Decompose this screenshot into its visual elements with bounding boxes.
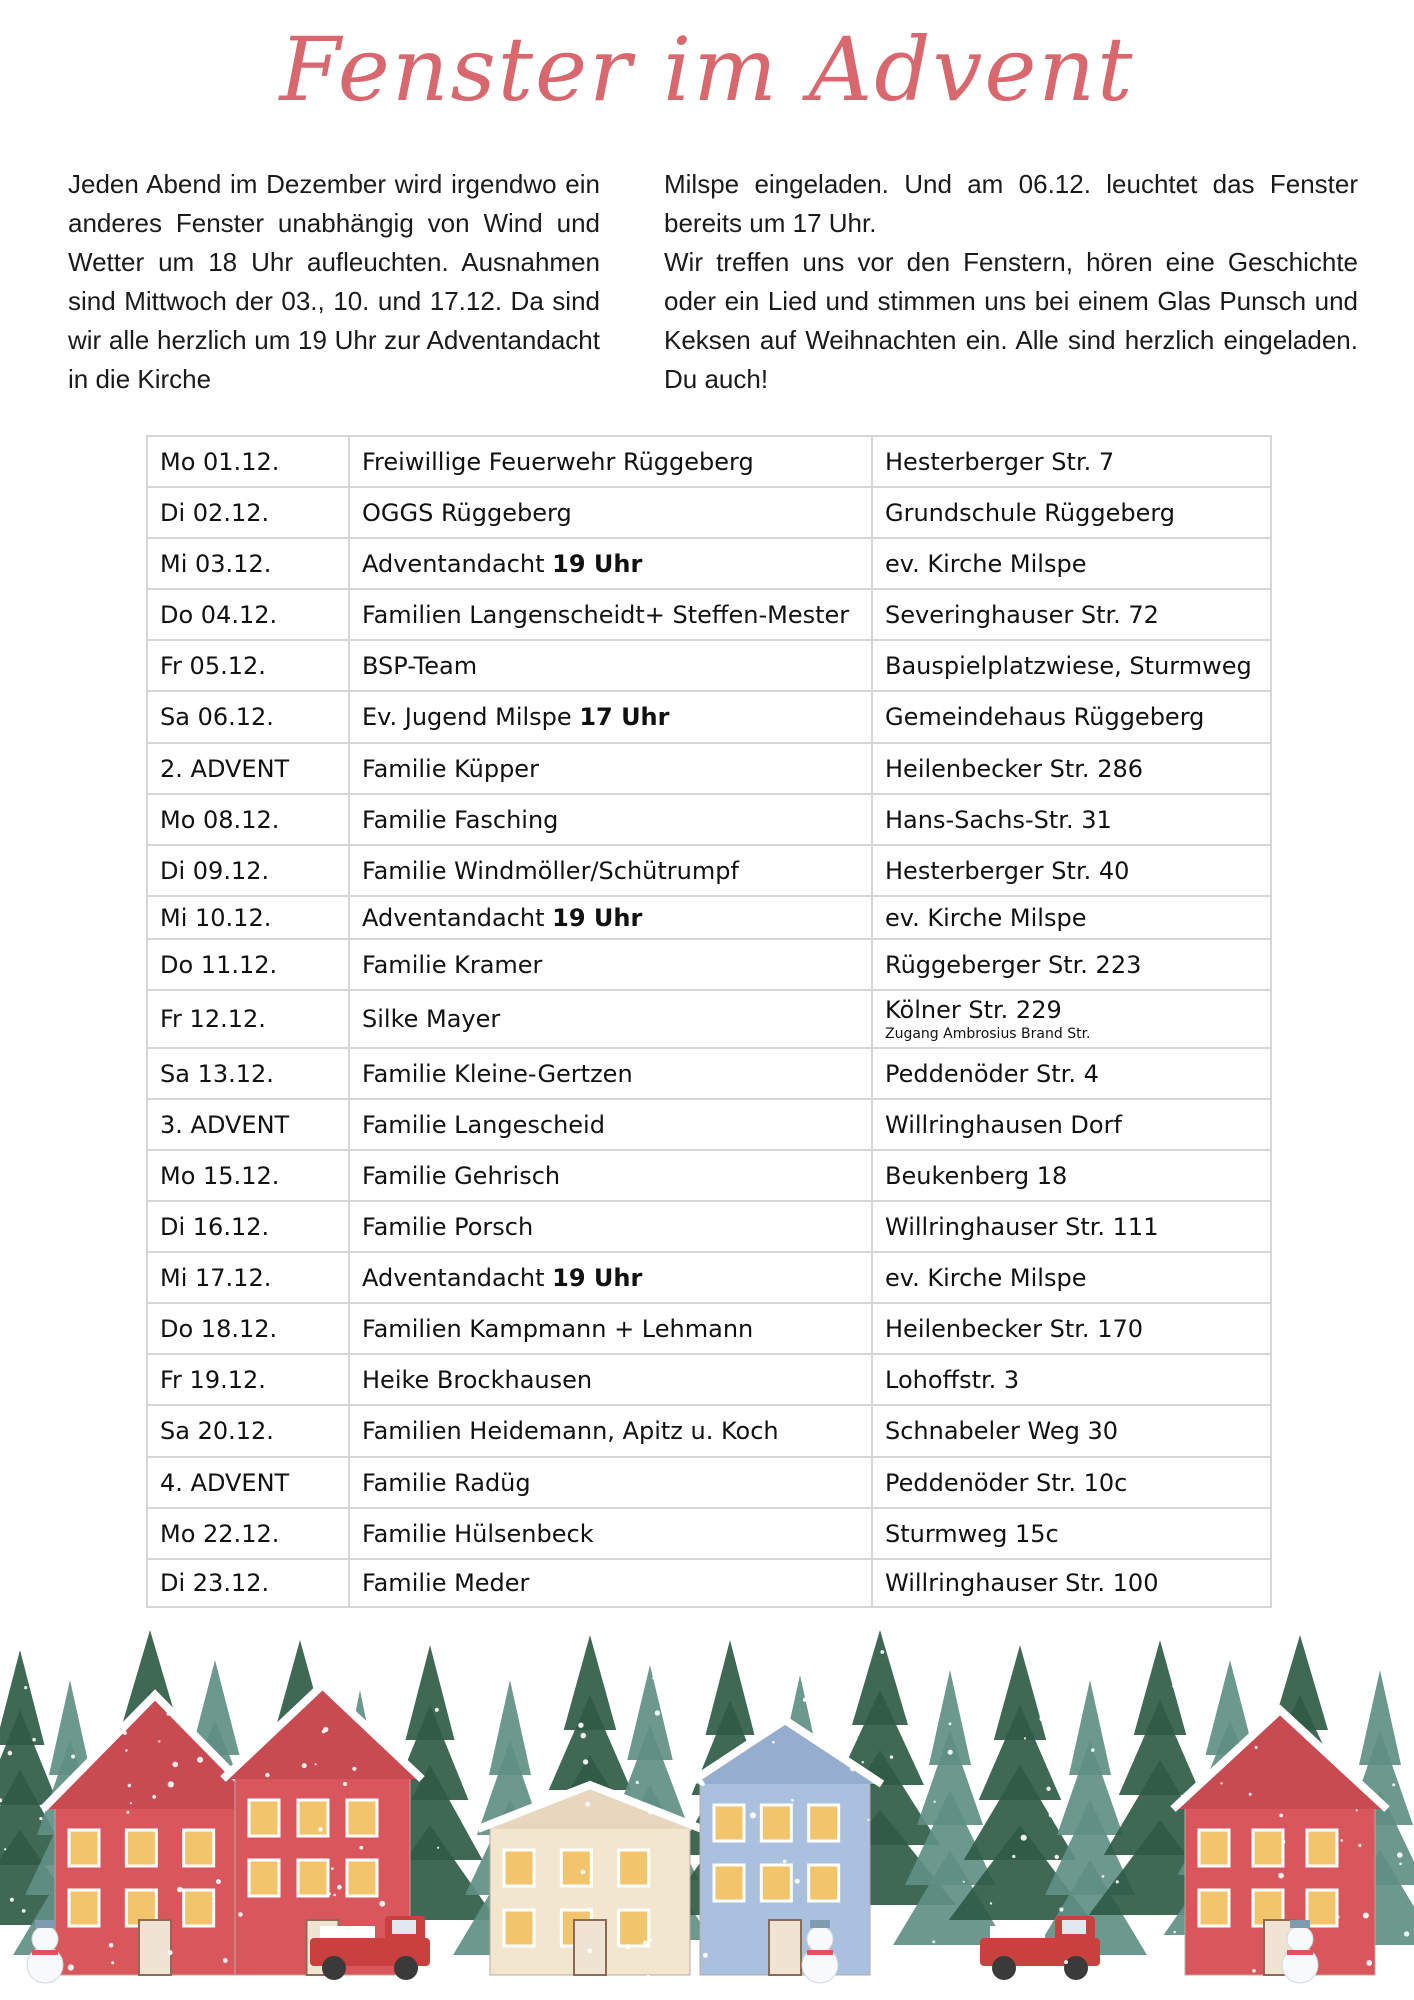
schedule-date: Mo 01.12. (147, 436, 349, 487)
schedule-host (349, 1252, 872, 1303)
schedule-place (872, 1201, 1271, 1252)
schedule-host (349, 640, 872, 691)
schedule-place (872, 896, 1271, 939)
host-name: Ev. Jugend Milspe (362, 703, 580, 731)
place-name: Willringhausen Dorf (885, 1110, 1122, 1139)
host-name: Familie Küpper (362, 754, 539, 783)
host-time: 19 Uhr (552, 549, 643, 578)
host-name: Familie Fasching (362, 805, 559, 834)
schedule-host (349, 794, 872, 845)
schedule-row (147, 743, 1271, 794)
schedule-place (872, 1405, 1271, 1457)
place-name: Hans-Sachs-Str. 31 (885, 805, 1112, 834)
schedule-place (872, 794, 1271, 845)
schedule-host (349, 990, 872, 1048)
schedule-date: Sa 13.12. (147, 1048, 349, 1099)
host-name: Adventandacht (362, 903, 553, 932)
place-name: Lohoffstr. 3 (885, 1365, 1020, 1394)
host-name: Familie Langescheid (362, 1110, 605, 1139)
place-name: ev. Kirche Milspe (885, 549, 1087, 578)
advent-schedule-table (146, 435, 1272, 1608)
schedule-row (147, 1252, 1271, 1303)
schedule-date: Mo 15.12. (147, 1150, 349, 1201)
schedule-host (349, 845, 872, 896)
place-name: Bauspielplatzwiese, Sturmweg (885, 651, 1252, 680)
schedule-host (349, 1201, 872, 1252)
place-name: Hesterberger Str. 40 (885, 856, 1130, 885)
place-name: Rüggeberger Str. 223 (885, 950, 1142, 979)
host-name: Familien Langenscheidt+ Steffen-Mester (362, 600, 850, 629)
schedule-row (147, 845, 1271, 896)
page-title: Fenster im Advent (279, 18, 1135, 121)
schedule-date: 3. ADVENT (147, 1099, 349, 1150)
schedule-host (349, 1508, 872, 1559)
host-name: Familie Gehrisch (362, 1161, 561, 1190)
schedule-date: Fr 12.12. (147, 990, 349, 1048)
host-name: Adventandacht (362, 1263, 553, 1292)
schedule-row (147, 487, 1271, 538)
schedule-row (147, 1099, 1271, 1150)
schedule-date: Fr 19.12. (147, 1354, 349, 1405)
intro-left-column (68, 165, 600, 399)
place-name: Kölner Str. 229 (885, 996, 1062, 1024)
schedule-host (349, 1303, 872, 1354)
schedule-host (349, 896, 872, 939)
schedule-host (349, 1150, 872, 1201)
place-name: Gemeindehaus Rüggeberg (885, 703, 1205, 731)
schedule-date: Sa 06.12. (147, 691, 349, 743)
schedule-row (147, 1354, 1271, 1405)
host-name: Heike Brockhausen (362, 1365, 593, 1394)
place-name: Peddenöder Str. 10c (885, 1468, 1128, 1497)
schedule-place (872, 743, 1271, 794)
red-truck-icon (980, 1916, 1100, 1980)
schedule-place (872, 589, 1271, 640)
schedule-row (147, 794, 1271, 845)
schedule-host (349, 487, 872, 538)
schedule-row (147, 640, 1271, 691)
schedule-host (349, 1048, 872, 1099)
schedule-date: Di 02.12. (147, 487, 349, 538)
schedule-place (872, 640, 1271, 691)
intro-paragraph-2: Milspe eingeladen. Und am 06.12. leuchtet das Fenster bereits um 17 Uhr. (664, 169, 1358, 238)
schedule-host (349, 1559, 872, 1607)
schedule-place (872, 1354, 1271, 1405)
schedule-row (147, 436, 1271, 487)
schedule-host (349, 538, 872, 589)
place-name: Schnabeler Weg 30 (885, 1417, 1118, 1445)
schedule-date: Mi 10.12. (147, 896, 349, 939)
place-name: Sturmweg 15c (885, 1519, 1059, 1548)
schedule-place (872, 1508, 1271, 1559)
schedule-date: Fr 05.12. (147, 640, 349, 691)
schedule-host (349, 743, 872, 794)
place-name: Heilenbecker Str. 286 (885, 754, 1143, 783)
schedule-date: Mo 08.12. (147, 794, 349, 845)
schedule-place (872, 1099, 1271, 1150)
schedule-host (349, 1405, 872, 1457)
place-name: Peddenöder Str. 4 (885, 1059, 1099, 1088)
schedule-date: Mi 03.12. (147, 538, 349, 589)
schedule-date: Do 18.12. (147, 1303, 349, 1354)
intro-paragraph-3: Wir treffen uns vor den Fenstern, hören eine Geschichte oder ein Lied und stimmen uns bei einem Glas Punsch und Keksen auf Weihnachten ein. Alle sind herzlich eingeladen. Du auch! (664, 247, 1358, 394)
host-name: Familie Radüg (362, 1468, 531, 1497)
schedule-row (147, 691, 1271, 743)
schedule-date: Di 23.12. (147, 1559, 349, 1607)
host-name: Familie Kleine-Gertzen (362, 1059, 633, 1088)
cream-house (478, 1785, 702, 1975)
schedule-date: Do 11.12. (147, 939, 349, 990)
schedule-place (872, 436, 1271, 487)
host-name: Familie Meder (362, 1569, 530, 1597)
schedule-row (147, 896, 1271, 939)
intro-paragraph-1: Jeden Abend im Dezember wird irgendwo ein anderes Fenster unabhängig von Wind und Wetter um 18 Uhr aufleuchten. Ausnahmen sind Mittwoch der 03., 10. und 17.12. Da sind wir alle herzlich um 19 Uhr zur Adventandacht in die Kirche (68, 169, 600, 394)
schedule-place (872, 1150, 1271, 1201)
schedule-host (349, 589, 872, 640)
schedule-row (147, 1048, 1271, 1099)
host-name: Familie Hülsenbeck (362, 1519, 594, 1548)
schedule-row (147, 1559, 1271, 1607)
schedule-row (147, 1150, 1271, 1201)
host-time: 17 Uhr (579, 703, 670, 731)
place-name: ev. Kirche Milspe (885, 1263, 1087, 1292)
place-note: Zugang Ambrosius Brand Str. (885, 1026, 1091, 1042)
place-name: Grundschule Rüggeberg (885, 498, 1176, 527)
schedule-date: Sa 20.12. (147, 1405, 349, 1457)
intro-right-column (664, 165, 1358, 399)
schedule-place (872, 1252, 1271, 1303)
place-name: Severinghauser Str. 72 (885, 600, 1159, 629)
schedule-date: Mi 17.12. (147, 1252, 349, 1303)
host-time: 19 Uhr (552, 1263, 643, 1292)
schedule-row (147, 1405, 1271, 1457)
schedule-host (349, 1099, 872, 1150)
host-name: Familie Windmöller/Schütrumpf (362, 856, 739, 885)
schedule-row (147, 990, 1271, 1048)
red-house-right (1173, 1710, 1387, 1975)
schedule-host (349, 436, 872, 487)
schedule-row (147, 589, 1271, 640)
place-name: Willringhauser Str. 100 (885, 1569, 1159, 1597)
schedule-host (349, 691, 872, 743)
place-name: Heilenbecker Str. 170 (885, 1314, 1143, 1343)
place-name: Willringhauser Str. 111 (885, 1212, 1159, 1241)
schedule-date: 4. ADVENT (147, 1457, 349, 1508)
schedule-row (147, 1303, 1271, 1354)
host-name: Adventandacht (362, 549, 553, 578)
host-name: Familie Kramer (362, 950, 543, 979)
schedule-host (349, 1354, 872, 1405)
schedule-place (872, 487, 1271, 538)
schedule-place (872, 939, 1271, 990)
schedule-place (872, 1303, 1271, 1354)
schedule-date: 2. ADVENT (147, 743, 349, 794)
schedule-place (872, 990, 1271, 1048)
place-name: Beukenberg 18 (885, 1161, 1068, 1190)
schedule-place (872, 691, 1271, 743)
schedule-host (349, 939, 872, 990)
host-name: Silke Mayer (362, 1005, 501, 1033)
winter-village-illustration (0, 1620, 1414, 2000)
schedule-row (147, 1457, 1271, 1508)
schedule-date: Di 09.12. (147, 845, 349, 896)
schedule-date: Do 04.12. (147, 589, 349, 640)
host-name: BSP-Team (362, 651, 478, 680)
host-name: Freiwillige Feuerwehr Rüggeberg (362, 447, 754, 476)
schedule-place (872, 845, 1271, 896)
host-time: 19 Uhr (552, 903, 643, 932)
schedule-place (872, 1559, 1271, 1607)
schedule-row (147, 939, 1271, 990)
schedule-host (349, 1457, 872, 1508)
schedule-place (872, 1048, 1271, 1099)
schedule-date: Di 16.12. (147, 1201, 349, 1252)
schedule-place (872, 1457, 1271, 1508)
host-name: Familien Heidemann, Apitz u. Koch (362, 1417, 779, 1445)
host-name: Familien Kampmann + Lehmann (362, 1314, 754, 1343)
schedule-date: Mo 22.12. (147, 1508, 349, 1559)
place-name: ev. Kirche Milspe (885, 903, 1087, 932)
place-name: Hesterberger Str. 7 (885, 447, 1115, 476)
schedule-row (147, 538, 1271, 589)
host-name: OGGS Rüggeberg (362, 498, 572, 527)
schedule-place (872, 538, 1271, 589)
schedule-row (147, 1201, 1271, 1252)
schedule-row (147, 1508, 1271, 1559)
host-name: Familie Porsch (362, 1212, 534, 1241)
